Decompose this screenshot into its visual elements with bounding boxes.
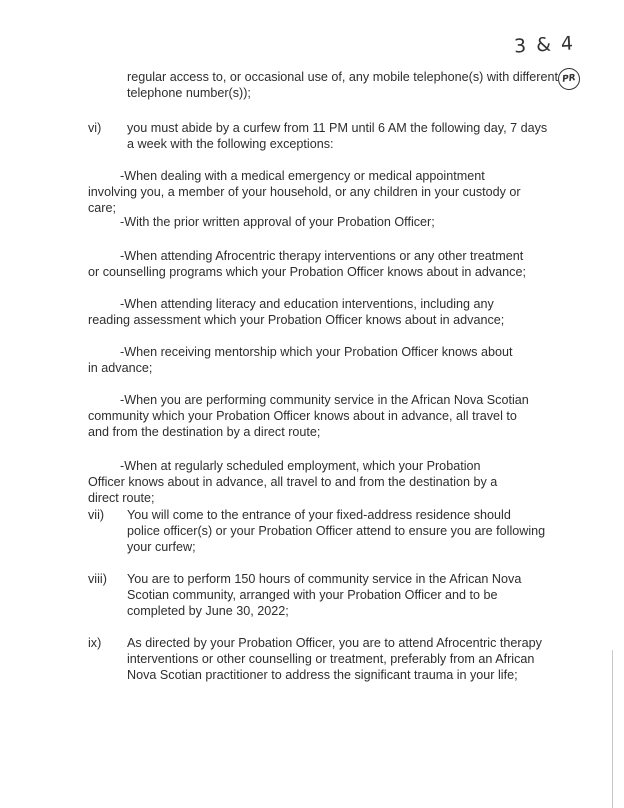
exception-item: -When attending literacy and education interventions, including any reading assessment which your Probation Officer knows about in advance; <box>88 297 505 327</box>
exception-item: -When you are performing community service in the African Nova Scotian community which your Probation Officer knows about in advance, all travel to and from the destination by a direct route; <box>88 393 529 439</box>
condition-label-vii: vii) <box>88 508 105 522</box>
scan-edge-line <box>612 650 613 808</box>
condition-label-vi: vi) <box>88 121 102 135</box>
condition-text-viii: You are to perform 150 hours of community service in the African Nova Scotian community, arranged with your Probation Officer and to be completed by June 30, 2022; <box>127 572 522 618</box>
exception-item: -When attending Afrocentric therapy interventions or any other treatment or counselling programs which your Probation Officer knows about in advance; <box>88 249 526 279</box>
condition-text-vi: you must abide by a curfew from 11 PM until 6 AM the following day, 7 days a week with the following exceptions: <box>127 121 548 151</box>
handwritten-page-number: 3 & 4 <box>513 32 576 58</box>
exception-item: -When dealing with a medical emergency or medical appointment involving you, a member of your household, or any children in your custody or care; <box>88 169 521 215</box>
condition-label-ix: ix) <box>88 636 102 650</box>
exception-item: -When receiving mentorship which your Probation Officer knows about in advance; <box>88 345 513 375</box>
handwritten-initials: PR <box>557 67 582 92</box>
exception-item: -When at regularly scheduled employment, which your Probation Officer knows about in advance, all travel to and from the destination by a direct route; <box>88 459 498 505</box>
condition-text-vii: You will come to the entrance of your fixed-address residence should police officer(s) or your Probation Officer attend to ensure you are following your curfew; <box>127 508 546 554</box>
condition-label-viii: viii) <box>88 572 107 586</box>
exception-item: -With the prior written approval of your Probation Officer; <box>120 215 435 229</box>
continuation-paragraph: regular access to, or occasional use of, any mobile telephone(s) with different telephone number(s)); <box>127 70 558 100</box>
condition-text-ix: As directed by your Probation Officer, you are to attend Afrocentric therapy interventions or other counselling or treatment, preferably from an African Nova Scotian practitioner to address the significant trauma in your life; <box>127 636 542 682</box>
